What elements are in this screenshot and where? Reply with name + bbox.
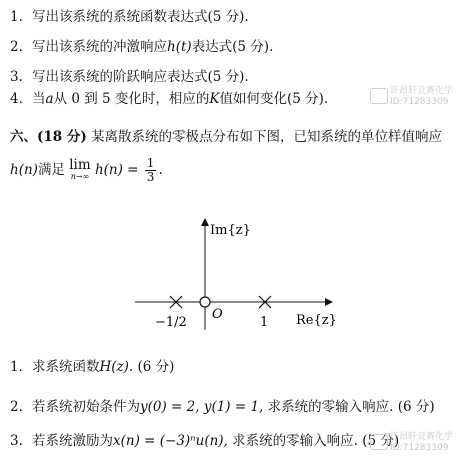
- section-label: 六、(18 分): [10, 129, 87, 145]
- math-expression: h(n) =: [94, 162, 139, 178]
- question-text: (6 分): [137, 359, 175, 375]
- origin-label: O: [212, 307, 223, 322]
- math-expression: h(t): [167, 39, 192, 55]
- lim-word: lim: [69, 156, 91, 173]
- question-number: 2.: [10, 399, 23, 415]
- question-number: 3.: [10, 69, 23, 85]
- question-number: 4.: [10, 91, 23, 107]
- math-expression: x(n) = (−3)ⁿu(n),: [113, 433, 228, 449]
- watermark-text: 许昂轩竞赛化学: [390, 432, 454, 442]
- watermark-text: 许昂轩竞赛化学: [390, 86, 454, 96]
- fraction-denominator: 3: [146, 170, 155, 184]
- question-text: 求系统函数: [32, 359, 100, 375]
- question-text: 值如何变化(5 分).: [219, 91, 329, 107]
- math-expression: H(z).: [99, 359, 134, 375]
- math-expression: h(n): [10, 162, 38, 178]
- question-text: 若系统激励为: [32, 433, 113, 449]
- real-axis-label: Re{z}: [296, 313, 337, 328]
- question-text: 写出该系统的阶跃响应表达式(5 分).: [32, 69, 249, 85]
- fraction-numerator: 1: [146, 156, 155, 170]
- question-text: 从 0 到 5 变化时，相应的: [53, 91, 210, 107]
- math-expression: y(0) = 2, y(1) = 1,: [140, 399, 264, 415]
- section-text: 某离散系统的零极点分布如下图，已知系统的单位样值响应: [91, 129, 443, 145]
- math-variable: K: [209, 91, 220, 107]
- watermark-id: ID:71283309: [390, 443, 449, 453]
- imaginary-axis-label: Im{z}: [210, 223, 251, 238]
- tick-label-one: 1: [260, 315, 269, 330]
- zero-marker-origin: [200, 297, 210, 307]
- question-text: 若系统初始条件为: [32, 399, 140, 415]
- question-number: 2.: [10, 39, 23, 55]
- question-number: 3.: [10, 433, 23, 449]
- question-text: 当: [32, 91, 46, 107]
- sub-question-2: [10, 398, 435, 416]
- watermark-id: ID:71283309: [390, 97, 449, 107]
- question-text: 表达式(5 分).: [191, 39, 274, 55]
- question-text: 求系统的零输入响应. (6 分): [267, 399, 435, 415]
- question-text: 写出该系统的冲激响应: [32, 39, 167, 55]
- condition-text: 满足: [37, 162, 65, 178]
- question-text: 求系统的零输入响应. (5 分): [232, 433, 400, 449]
- sub-question-1: [10, 358, 174, 376]
- question-text: 写出该系统的系统函数表达式(5 分).: [32, 9, 249, 25]
- period: .: [158, 162, 163, 178]
- watermark-logo-icon: [370, 434, 388, 450]
- question-number: 1.: [10, 359, 23, 375]
- math-variable: a: [45, 91, 54, 107]
- tick-label-negative-half: −1/2: [155, 315, 187, 330]
- sub-question-3: [10, 432, 399, 450]
- lim-subscript: n→∞: [70, 171, 90, 181]
- question-number: 1.: [10, 9, 23, 25]
